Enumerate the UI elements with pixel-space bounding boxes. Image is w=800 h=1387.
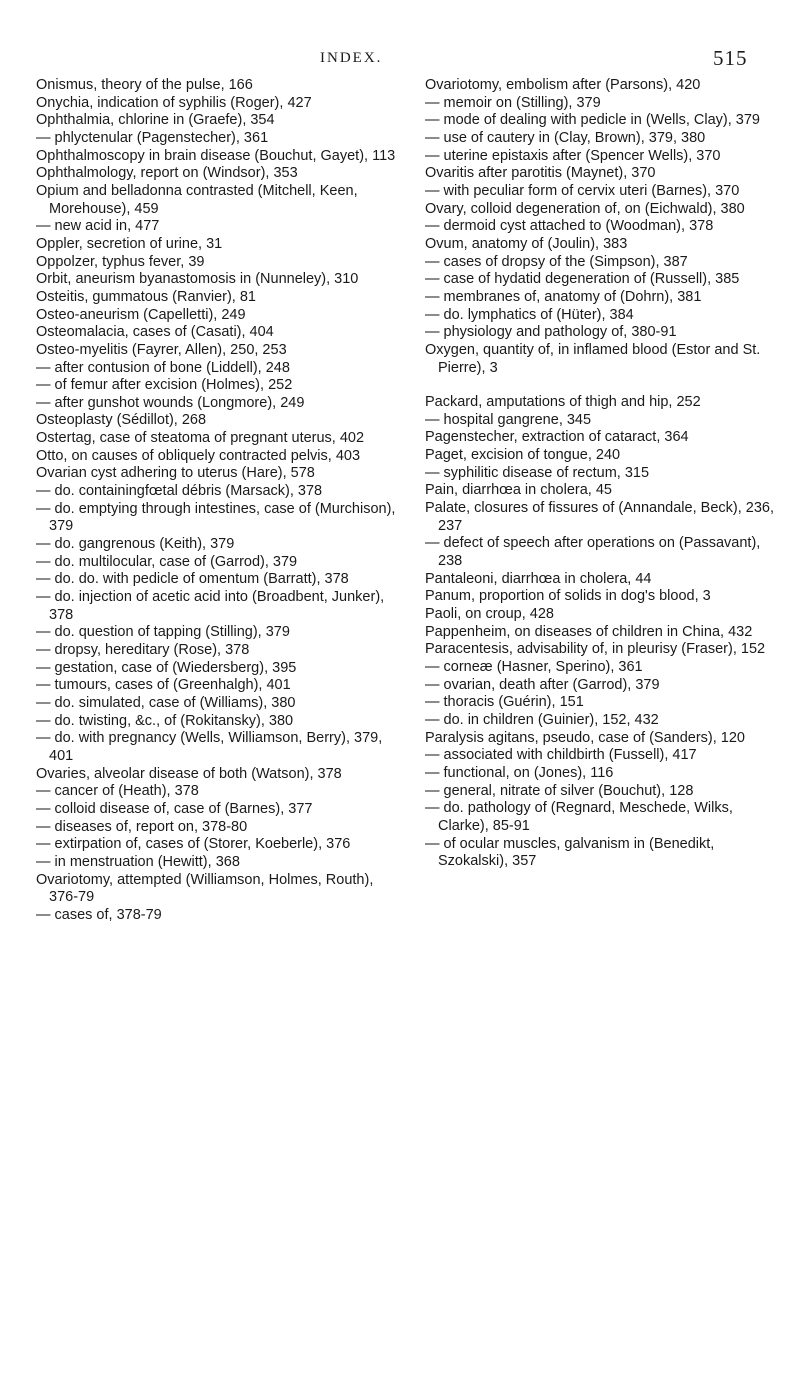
index-entry: — do. pathology of (Regnard, Meschede, Wilks, Clarke), 85-91 xyxy=(425,800,733,834)
index-entry: Opium and belladonna contrasted (Mitchell, Keen, Morehouse), 459 xyxy=(36,182,358,217)
index-entry: Onychia, indication of syphilis (Roger), 427 xyxy=(36,94,312,111)
index-column-left xyxy=(36,77,396,925)
index-entry: Ovarian cyst adhering to uterus (Hare), 578 xyxy=(36,465,315,482)
index-entry: Packard, amputations of thigh and hip, 252 xyxy=(425,394,701,411)
page-number: 515 xyxy=(713,46,748,70)
index-entry: — thoracis (Guérin), 151 xyxy=(425,694,584,711)
index-entry: — case of hydatid degeneration of (Russell), 385 xyxy=(425,271,740,288)
index-entry: Oppolzer, typhus fever, 39 xyxy=(36,253,205,270)
index-entry: — after contusion of bone (Liddell), 248 xyxy=(36,359,290,376)
index-entry: Pain, diarrhœa in cholera, 45 xyxy=(425,482,612,499)
index-entry: — gestation, case of (Wiedersberg), 395 xyxy=(36,659,297,676)
index-entry: — do. in children (Guinier), 152, 432 xyxy=(425,711,659,728)
index-entry: — syphilitic disease of rectum, 315 xyxy=(425,464,650,481)
index-entry: — do. emptying through intestines, case of (Murchison), 379 xyxy=(36,500,396,535)
index-entry: Ovaries, alveolar disease of both (Watson), 378 xyxy=(36,765,342,782)
index-entry: Ovaritis after parotitis (Maynet), 370 xyxy=(425,165,656,182)
index-entry: — tumours, cases of (Greenhalgh), 401 xyxy=(36,677,291,694)
index-entry: — functional, on (Jones), 116 xyxy=(425,764,614,781)
index-entry: Pagenstecher, extraction of cataract, 364 xyxy=(425,429,689,446)
index-entry: — do. with pregnancy (Wells, Williamson, Berry), 379, 401 xyxy=(36,730,383,764)
page-header xyxy=(0,46,800,72)
index-entry: — in menstruation (Hewitt), 368 xyxy=(36,853,240,870)
index-entry: Ovariotomy, attempted (Williamson, Holmes, Routh), 376-79 xyxy=(36,871,374,906)
index-entry: — use of cautery in (Clay, Brown), 379, 380 xyxy=(425,129,706,146)
index-entry: Ovary, colloid degeneration of, on (Eichwald), 380 xyxy=(425,200,745,217)
index-entry: — do. twisting, &c., of (Rokitansky), 380 xyxy=(36,712,294,729)
index-entry: — of ocular muscles, galvanism in (Benedikt, Szokalski), 357 xyxy=(425,835,715,870)
index-entry: Paoli, on croup, 428 xyxy=(425,606,554,623)
index-entry: — associated with childbirth (Fussell), 417 xyxy=(425,747,697,764)
index-entry: — do. question of tapping (Stilling), 379 xyxy=(36,624,290,641)
index-entry: — do. containingfœtal débris (Marsack), 378 xyxy=(36,483,323,500)
index-entry: — cases of dropsy of the (Simpson), 387 xyxy=(425,253,688,270)
index-entry: Panum, proportion of solids in dog's blood, 3 xyxy=(425,588,711,605)
index-entry: Ophthalmia, chlorine in (Graefe), 354 xyxy=(36,112,275,129)
index-column-right xyxy=(425,77,775,871)
index-entry: Pantaleoni, diarrhœa in cholera, 44 xyxy=(425,570,652,587)
index-entry: — memoir on (Stilling), 379 xyxy=(425,94,601,111)
running-head: INDEX. xyxy=(320,50,383,66)
index-entry: — do. gangrenous (Keith), 379 xyxy=(36,536,235,553)
index-entry: Ovum, anatomy of (Joulin), 383 xyxy=(425,235,628,252)
index-entry: — defect of speech after operations on (Passavant), 238 xyxy=(425,535,761,570)
index-entry: Onismus, theory of the pulse, 166 xyxy=(36,77,253,93)
index-entry: Ophthalmology, report on (Windsor), 353 xyxy=(36,165,298,182)
index-entry: Osteomalacia, cases of (Casati), 404 xyxy=(36,324,274,341)
index-entry: — do. do. with pedicle of omentum (Barratt), 378 xyxy=(36,571,349,588)
index-entry: — do. multilocular, case of (Garrod), 379 xyxy=(36,553,298,570)
index-entry: — phlyctenular (Pagenstecher), 361 xyxy=(36,129,269,146)
index-entry: — hospital gangrene, 345 xyxy=(425,411,592,428)
index-entry: — with peculiar form of cervix uteri (Barnes), 370 xyxy=(425,182,740,199)
index-entry: — general, nitrate of silver (Bouchut), 128 xyxy=(425,782,694,799)
index-entry: — physiology and pathology of, 380-91 xyxy=(425,324,677,341)
index-entry: Pappenheim, on diseases of children in China, 432 xyxy=(425,623,753,640)
index-entry: — dropsy, hereditary (Rose), 378 xyxy=(36,642,250,658)
index-entry: — membranes of, anatomy of (Dohrn), 381 xyxy=(425,288,702,305)
index-entry: Paracentesis, advisability of, in pleurisy (Fraser), 152 xyxy=(425,641,766,658)
index-entry: — new acid in, 477 xyxy=(36,218,160,235)
index-entry: — of femur after excision (Holmes), 252 xyxy=(36,377,293,394)
index-entry: Ovariotomy, embolism after (Parsons), 420 xyxy=(425,77,701,93)
index-entry: — do. simulated, case of (Williams), 380 xyxy=(36,694,296,711)
index-entry: — diseases of, report on, 378-80 xyxy=(36,818,248,835)
index-entry: — uterine epistaxis after (Spencer Wells), 370 xyxy=(425,147,721,164)
index-entry: Orbit, aneurism byanastomosis in (Nunneley), 310 xyxy=(36,271,359,288)
index-entry: Osteitis, gummatous (Ranvier), 81 xyxy=(36,288,256,305)
index-entry: Otto, on causes of obliquely contracted pelvis, 403 xyxy=(36,447,361,464)
index-entry: — dermoid cyst attached to (Woodman), 378 xyxy=(425,218,714,235)
index-entry: Oxygen, quantity of, in inflamed blood (Estor and St. Pierre), 3 xyxy=(425,341,761,376)
index-entry: — do. lymphatics of (Hüter), 384 xyxy=(425,306,634,323)
index-entry: Oppler, secretion of urine, 31 xyxy=(36,235,223,252)
index-entry: Osteo-myelitis (Fayrer, Allen), 250, 253 xyxy=(36,341,287,358)
index-entry: — after gunshot wounds (Longmore), 249 xyxy=(36,394,305,411)
index-entry: — mode of dealing with pedicle in (Wells, Clay), 379 xyxy=(425,112,761,129)
index-entry: Palate, closures of fissures of (Annandale, Beck), 236, 237 xyxy=(425,500,774,534)
index-entry: — cases of, 378-79 xyxy=(36,906,162,923)
index-entry: Osteo-aneurism (Capelletti), 249 xyxy=(36,306,246,323)
index-entry: — colloid disease of, case of (Barnes), 377 xyxy=(36,800,313,817)
index-entry: — ovarian, death after (Garrod), 379 xyxy=(425,676,660,693)
index-entry: Paget, excision of tongue, 240 xyxy=(425,447,621,464)
index-entry: Ophthalmoscopy in brain disease (Bouchut, Gayet), 113 xyxy=(36,147,396,164)
index-entry: — cancer of (Heath), 378 xyxy=(36,783,199,800)
index-entry: — corneæ (Hasner, Sperino), 361 xyxy=(425,659,643,675)
index-entry: — do. injection of acetic acid into (Broadbent, Junker), 378 xyxy=(36,589,385,623)
index-entry: Osteoplasty (Sédillot), 268 xyxy=(36,412,207,429)
index-entry: — extirpation of, cases of (Storer, Koeberle), 376 xyxy=(36,836,351,853)
index-entry: Paralysis agitans, pseudo, case of (Sanders), 120 xyxy=(425,729,745,746)
index-entry: Ostertag, case of steatoma of pregnant uterus, 402 xyxy=(36,430,365,447)
